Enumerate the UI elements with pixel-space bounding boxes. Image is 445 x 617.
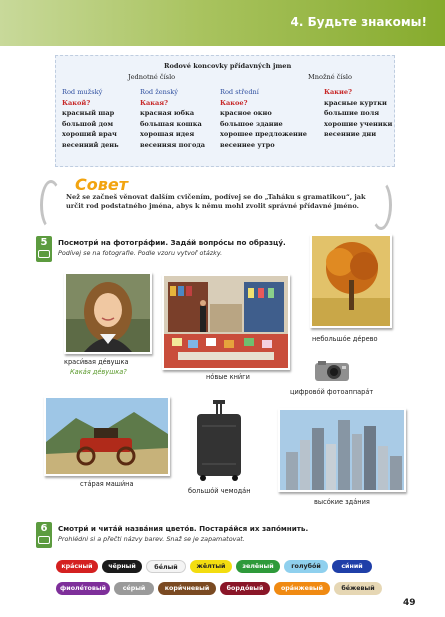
caption-camera: цифрово́й фотоаппара́т [290, 388, 374, 396]
color-swatch-yellow: жёлтый [190, 560, 232, 573]
table-singular-label: Jednotné číslo [128, 73, 176, 81]
table-cell: большое здание [220, 119, 283, 128]
table-cell: хорошая идея [140, 130, 195, 139]
caption-car: ста́рая маши́на [80, 480, 134, 488]
column-head: Rod střední [220, 88, 259, 96]
photo-buildings [278, 408, 406, 492]
page-number: 49 [403, 598, 416, 608]
table-cell: хорошее предложение [220, 130, 307, 139]
exercise-number: 6 [40, 523, 48, 534]
grammar-table [55, 55, 395, 167]
exercise-number: 5 [40, 237, 48, 248]
table-cell: хороший врач [62, 130, 117, 139]
color-swatch-brown: кори́чневый [158, 582, 216, 595]
caption-suitcase: большо́й чемода́н [188, 487, 251, 495]
photo-car [44, 396, 170, 476]
column-head: Rod ženský [140, 88, 178, 96]
table-cell: большая кошка [140, 119, 202, 128]
color-swatch-orange: ора́нжевый [274, 582, 330, 595]
exercise-5-title: Посмотри́ на фотогра́фии. Зада́й вопро́сы по образцу́. [58, 238, 286, 247]
exercise-5-badge [36, 236, 52, 262]
caption-buildings: высо́кие зда́ния [314, 498, 370, 506]
table-plural-label: Množné číslo [308, 73, 352, 81]
table-cell: большие поля [324, 109, 380, 118]
speech-icon [38, 250, 50, 258]
color-swatch-burgundy: бордо́вый [220, 582, 270, 595]
table-cell: весенние дни [324, 130, 377, 139]
book-icon [38, 536, 50, 544]
photo-tree [310, 234, 392, 328]
color-swatch-black: чёрный [102, 560, 142, 573]
table-cell: весеннее утро [220, 140, 275, 149]
caption-books: но́вые кни́ги [206, 373, 250, 381]
table-title: Rodové koncovky přídavných jmen [164, 62, 292, 70]
table-column-feminine [140, 87, 205, 151]
table-cell: весенняя погода [140, 140, 206, 149]
column-head: Rod mužský [62, 88, 103, 96]
color-swatch-light-blue: голубо́й [284, 560, 328, 573]
table-cell: красный шар [62, 109, 115, 118]
swirl-decoration-left [40, 180, 62, 230]
table-column-masculine [62, 87, 119, 151]
swirl-decoration-right [370, 180, 392, 230]
caption-girl: краси́вая де́вушка [64, 358, 129, 366]
caption-tree: небольшо́е де́рево [312, 335, 378, 343]
table-cell: красные куртки [324, 98, 387, 107]
tip-text: Než se začneš věnovat dalším cvičením, podívej se do „Taháku s gramatikou“, jak určit rod podstatného jména, abys k němu mohl zvolit správné přídavné jméno. [66, 193, 366, 210]
photo-girl [64, 272, 152, 354]
table-column-plural [324, 87, 392, 140]
color-swatch-red: кра́сный [56, 560, 98, 573]
table-cell: хорошие ученики [324, 119, 393, 128]
photo-bookstore [162, 274, 290, 370]
color-swatch-green: зелёный [236, 560, 280, 573]
caption-girl-question: Кака́я де́вушка? [70, 368, 127, 376]
table-cell: весенний день [62, 140, 119, 149]
exercise-5-subtitle: Podívej se na fotografie. Podle vzoru vytvoř otázky. [58, 249, 223, 257]
color-swatch-blue: си́ний [332, 560, 372, 573]
table-column-neuter [220, 87, 307, 151]
color-swatch-white: бе́лый [146, 560, 186, 573]
color-swatch-beige: бе́жевый [334, 582, 382, 595]
column-question: Какое? [220, 98, 248, 107]
photo-camera [314, 360, 350, 382]
photo-suitcase [194, 400, 244, 482]
table-cell: красная юбка [140, 109, 195, 118]
table-cell: красное окно [220, 109, 272, 118]
column-question: Какой? [62, 98, 91, 107]
table-cell: большой дом [62, 119, 114, 128]
color-swatch-purple: фиоле́товый [56, 582, 110, 595]
column-question: Какая? [140, 98, 169, 107]
exercise-6-badge [36, 522, 52, 548]
exercise-6-subtitle: Prohlédni si a přečti názvy barev. Snaž se je zapamatovat. [58, 535, 245, 543]
chapter-title: 4. Будьте знакомы! [290, 15, 427, 29]
column-question: Какие? [324, 88, 352, 96]
tip-title: Совет [75, 175, 128, 194]
exercise-6-title: Смотри́ и чита́й назва́ния цвето́в. Постара́йся их запо́мнить. [58, 524, 309, 533]
color-swatch-grey: се́рый [114, 582, 154, 595]
